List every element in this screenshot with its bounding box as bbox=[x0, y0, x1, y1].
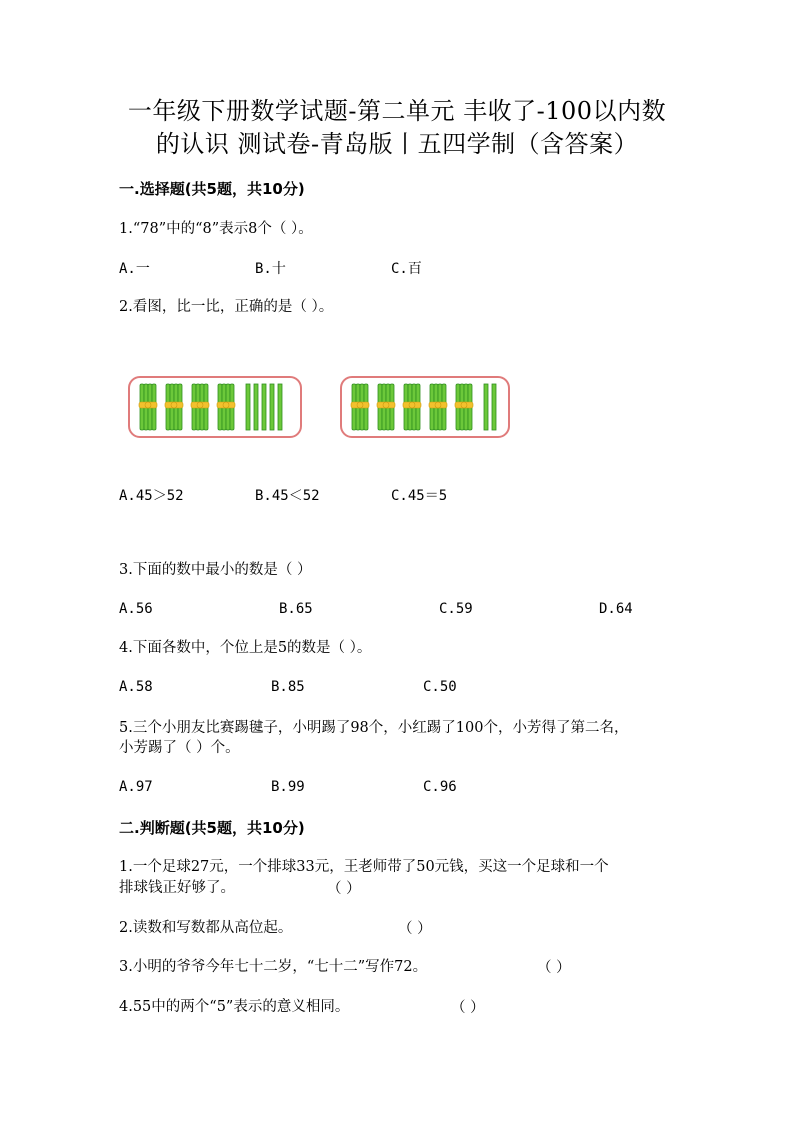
q4-option-c: C.50 bbox=[423, 679, 457, 695]
judge-1-answer-blank: （ ） bbox=[327, 881, 361, 897]
q5-option-a: A.97 bbox=[119, 779, 153, 795]
judge-4-answer-blank: （ ） bbox=[451, 1000, 485, 1016]
title-line-2: 的认识 测试卷-青岛版丨五四学制（含答案） bbox=[155, 130, 639, 158]
judge-1-line-2: 排球钱正好够了。 bbox=[119, 880, 235, 896]
right-group-sticks bbox=[342, 378, 508, 436]
judge-2-answer-blank: （ ） bbox=[398, 921, 432, 937]
question-1: 1.“78”中的“8”表示8个（ ）。 bbox=[119, 221, 313, 237]
q3-option-c: C.59 bbox=[439, 601, 473, 617]
single-stick bbox=[270, 384, 274, 430]
q3-option-b: B.65 bbox=[279, 601, 313, 617]
stick-bundle bbox=[377, 384, 395, 430]
stick-bundle bbox=[403, 384, 421, 430]
stick-bundle bbox=[165, 384, 183, 430]
judge-2: 2.读数和写数都从高位起。 bbox=[119, 920, 293, 936]
q1-option-a: A.一 bbox=[119, 261, 150, 277]
title-line-1: 一年级下册数学试题-第二单元 丰收了-100以内数 bbox=[127, 97, 667, 125]
single-stick bbox=[492, 384, 496, 430]
judge-3-answer-blank: （ ） bbox=[537, 960, 571, 976]
stick-bundles-figure bbox=[126, 374, 516, 444]
stick-bundle bbox=[139, 384, 157, 430]
q2-option-b: B.45＜52 bbox=[255, 488, 320, 504]
question-4: 4.下面各数中，个位上是5的数是（ ）。 bbox=[119, 640, 372, 656]
judge-4: 4.55中的两个“5”表示的意义相同。 bbox=[119, 999, 350, 1015]
single-stick bbox=[254, 384, 258, 430]
question-5-line-2: 小芳踢了（ ）个。 bbox=[119, 740, 240, 756]
q5-option-c: C.96 bbox=[423, 779, 457, 795]
question-5-line-1: 5.三个小朋友比赛踢毽子，小明踢了98个，小红踢了100个，小芳得了第二名， bbox=[119, 720, 629, 736]
section-2-heading: 二.判断题(共5题，共10分) bbox=[119, 819, 305, 837]
single-stick bbox=[278, 384, 282, 430]
left-group-box bbox=[128, 376, 302, 438]
q1-option-b: B.十 bbox=[255, 261, 286, 277]
left-group-sticks bbox=[130, 378, 300, 436]
stick-bundle bbox=[351, 384, 369, 430]
single-stick bbox=[246, 384, 250, 430]
q4-option-b: B.85 bbox=[271, 679, 305, 695]
stick-bundle bbox=[217, 384, 235, 430]
judge-1-line-1: 1.一个足球27元，一个排球33元，王老师带了50元钱，买这一个足球和一个 bbox=[119, 859, 609, 875]
q1-option-c: C.百 bbox=[391, 261, 422, 277]
single-stick bbox=[484, 384, 488, 430]
judge-3: 3.小明的爷爷今年七十二岁，“七十二”写作72。 bbox=[119, 959, 428, 975]
stick-bundle bbox=[429, 384, 447, 430]
q2-option-a: A.45＞52 bbox=[119, 488, 184, 504]
q4-option-a: A.58 bbox=[119, 679, 153, 695]
stick-bundle bbox=[191, 384, 209, 430]
right-group-box bbox=[340, 376, 510, 438]
q3-option-a: A.56 bbox=[119, 601, 153, 617]
section-1-heading: 一.选择题(共5题，共10分) bbox=[119, 180, 305, 198]
q2-option-c: C.45＝5 bbox=[391, 488, 448, 504]
q3-option-d: D.64 bbox=[599, 601, 633, 617]
stick-bundle bbox=[455, 384, 473, 430]
q5-option-b: B.99 bbox=[271, 779, 305, 795]
question-2: 2.看图，比一比，正确的是（ ）。 bbox=[119, 299, 334, 315]
question-3: 3.下面的数中最小的数是（ ） bbox=[119, 562, 312, 578]
single-stick bbox=[262, 384, 266, 430]
